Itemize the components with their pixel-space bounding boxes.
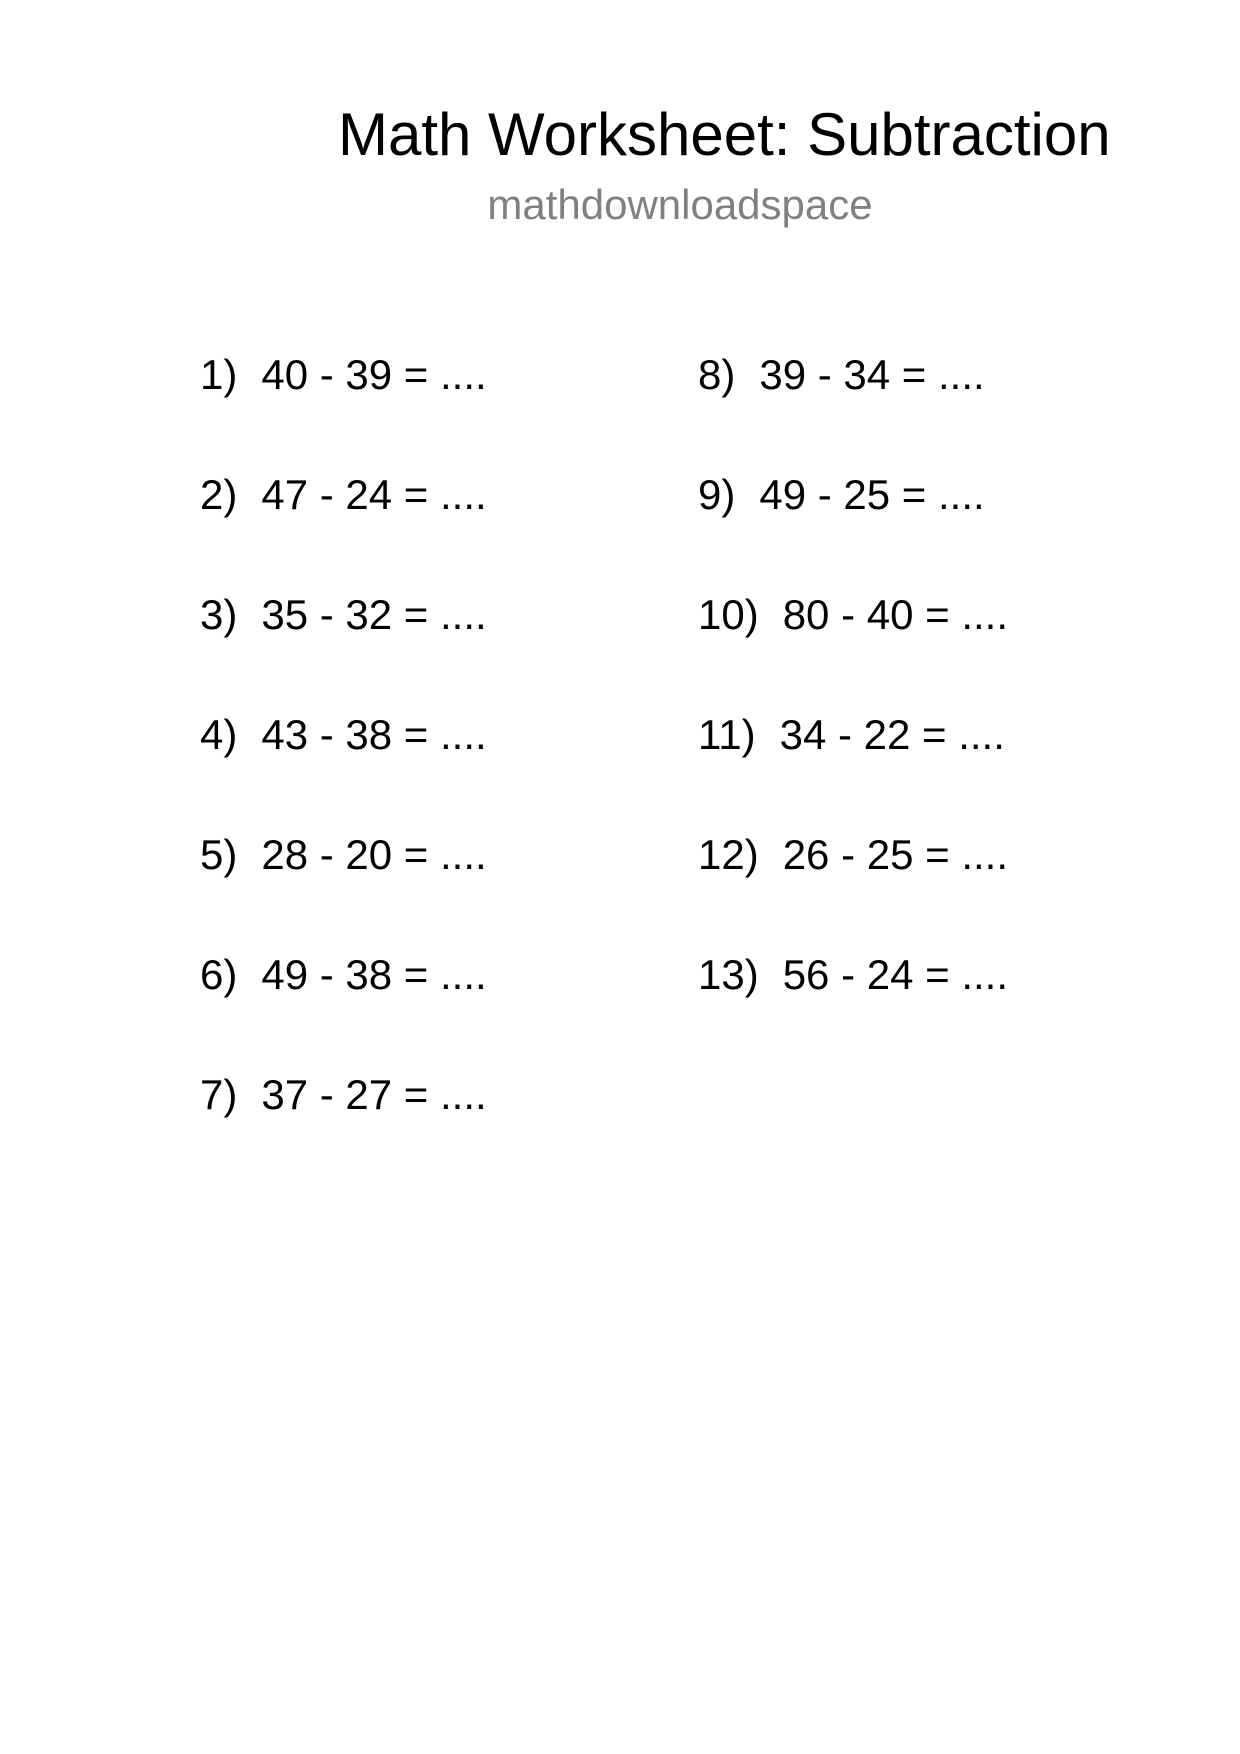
problem-number: 9) xyxy=(698,471,736,518)
problem-number: 12) xyxy=(698,831,759,878)
problem-expression: 80 - 40 = .... xyxy=(782,591,1009,638)
problem-expression: 28 - 20 = .... xyxy=(261,831,487,878)
problem-expression: 43 - 38 = .... xyxy=(261,711,487,758)
problem-item xyxy=(698,590,1008,710)
problem-item xyxy=(200,350,487,470)
problem-item xyxy=(200,950,487,1070)
problem-expression: 26 - 25 = .... xyxy=(782,831,1009,878)
problem-item xyxy=(698,470,1008,590)
problem-expression: 56 - 24 = .... xyxy=(782,951,1009,998)
worksheet-title: Math Worksheet: Subtraction xyxy=(338,101,1111,168)
problem-expression: 37 - 27 = .... xyxy=(261,1071,487,1118)
worksheet-subtitle: mathdownloadspace xyxy=(487,181,873,228)
problem-expression: 47 - 24 = .... xyxy=(261,471,487,518)
problem-item xyxy=(698,830,1008,950)
problem-number: 7) xyxy=(200,1071,238,1118)
problem-item xyxy=(200,1070,487,1190)
problem-number: 11) xyxy=(698,711,756,758)
problem-number: 13) xyxy=(698,951,759,998)
problem-item xyxy=(698,710,1008,830)
problem-item xyxy=(200,470,487,590)
problem-item xyxy=(698,950,1008,1070)
problem-number: 4) xyxy=(200,711,238,758)
problem-item xyxy=(200,830,487,950)
problem-expression: 49 - 38 = .... xyxy=(261,951,487,998)
problem-number: 1) xyxy=(200,351,238,398)
problem-expression: 49 - 25 = .... xyxy=(759,471,985,518)
problem-expression: 35 - 32 = .... xyxy=(261,591,487,638)
problem-number: 6) xyxy=(200,951,238,998)
problem-number: 8) xyxy=(698,351,736,398)
problem-number: 5) xyxy=(200,831,238,878)
problem-expression: 40 - 39 = .... xyxy=(261,351,487,398)
problem-expression: 34 - 22 = .... xyxy=(779,711,1005,758)
problem-number: 10) xyxy=(698,591,759,638)
problem-expression: 39 - 34 = .... xyxy=(759,351,985,398)
problem-item xyxy=(698,350,1008,470)
problem-number: 3) xyxy=(200,591,238,638)
problem-item xyxy=(200,710,487,830)
problems-left-column xyxy=(200,350,487,1190)
problems-right-column xyxy=(698,350,1008,1070)
problem-item xyxy=(200,590,487,710)
problem-number: 2) xyxy=(200,471,238,518)
